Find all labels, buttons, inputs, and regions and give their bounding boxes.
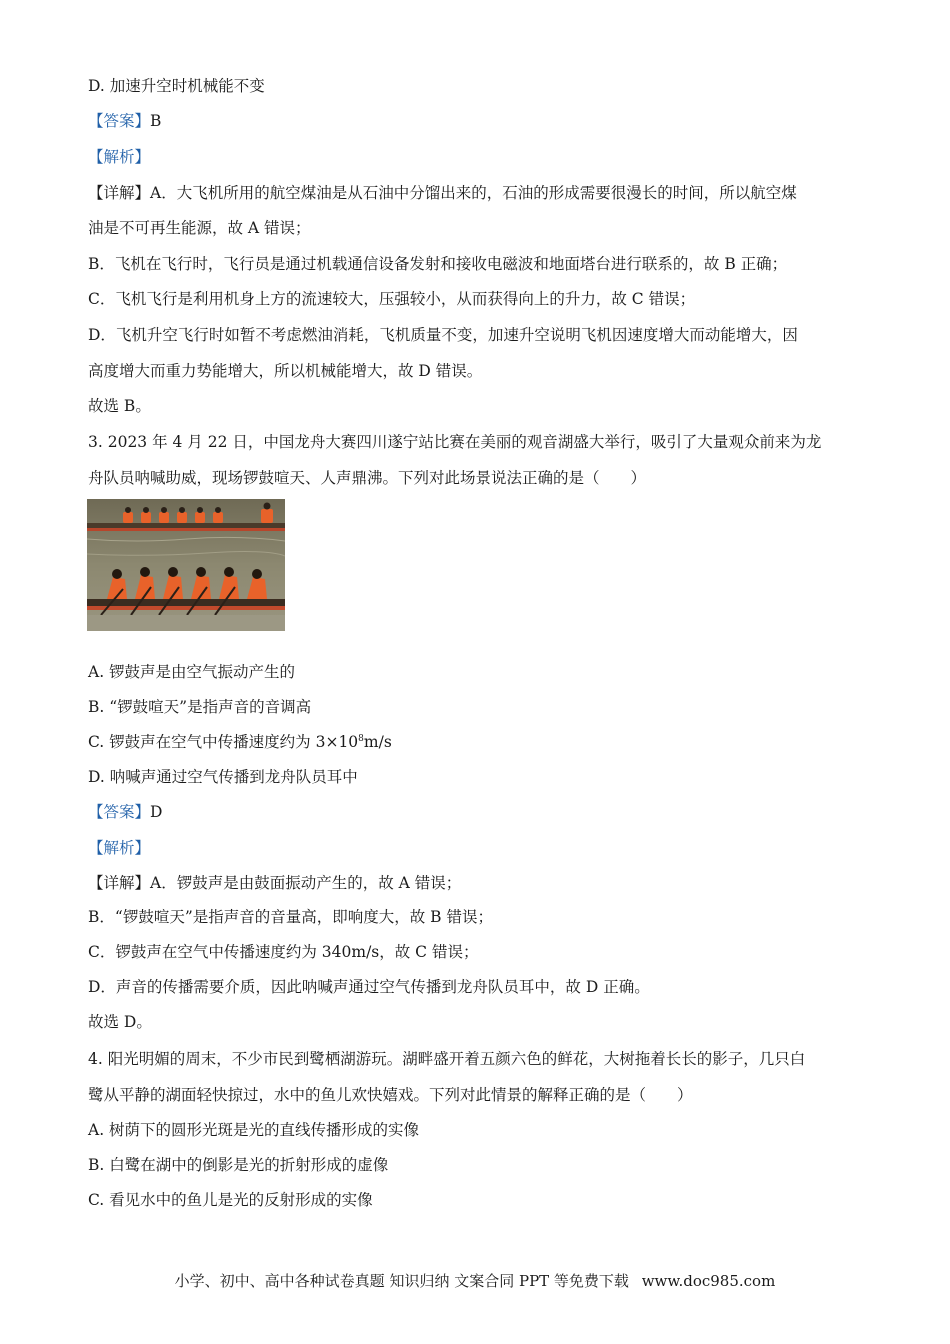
q2-conclusion: 故选 B。	[88, 397, 151, 415]
q3-option-b: B. “锣鼓喧天”是指声音的音调高	[88, 698, 312, 716]
q2-detail-d-2: 高度增大而重力势能增大，所以机械能增大，故 D 错误。	[88, 362, 483, 380]
q2-detail-d-1: D．飞机升空飞行时如暂不考虑燃油消耗，飞机质量不变，加速升空说明飞机因速度增大而动能增大，因	[88, 326, 798, 344]
q3-conclusion: 故选 D。	[88, 1013, 152, 1031]
footer-link[interactable]: www.doc985.com	[641, 1272, 776, 1290]
detail-label: 【详解】	[88, 874, 151, 892]
q4-stem-2: 鹭从平静的湖面轻快掠过，水中的鱼儿欢快嬉戏。下列对此情景的解释正确的是（ ）	[88, 1086, 693, 1104]
q2-option-d: D. 加速升空时机械能不变	[88, 77, 265, 95]
q3-analysis-label: 【解析】	[88, 839, 151, 857]
q3-detail-c: C．锣鼓声在空气中传播速度约为 340m/s，故 C 错误；	[88, 943, 479, 961]
q3-answer	[88, 802, 868, 822]
q4-option-c: C. 看见水中的鱼儿是光的反射形成的实像	[88, 1191, 373, 1209]
q3-option-d: D. 呐喊声通过空气传播到龙舟队员耳中	[88, 768, 358, 786]
page-footer	[0, 1271, 950, 1291]
q3-detail-a	[88, 873, 868, 893]
q4-stem-1: 4. 阳光明媚的周末，不少市民到鹭栖湖游玩。湖畔盛开着五颜六色的鲜花，大树拖着长长的影子，几只白	[88, 1050, 806, 1068]
footer-text: 小学、初中、高中各种试卷真题 知识归纳 文案合同 PPT 等免费下载	[174, 1272, 629, 1290]
q3-detail-d: D．声音的传播需要介质，因此呐喊声通过空气传播到龙舟队员耳中，故 D 正确。	[88, 978, 650, 996]
q2-detail-b: B．飞机在飞行时，飞行员是通过机载通信设备发射和接收电磁波和地面塔台进行联系的，故 B 正确；	[88, 255, 788, 273]
detail-label: 【详解】	[88, 184, 151, 202]
q3-option-a: A. 锣鼓声是由空气振动产生的	[88, 663, 296, 681]
q2-analysis-label: 【解析】	[88, 148, 151, 166]
option-c-exponent: 8	[358, 733, 364, 744]
answer-value: D	[150, 803, 163, 821]
dragon-boat-photo	[87, 499, 285, 631]
detail-text: A．大飞机所用的航空煤油是从石油中分馏出来的，石油的形成需要很漫长的时间，所以航空煤	[150, 184, 797, 202]
q4-option-a: A. 树荫下的圆形光斑是光的直线传播形成的实像	[88, 1121, 420, 1139]
q3-option-c	[88, 732, 868, 752]
answer-value: B	[150, 112, 162, 130]
option-c-text: C. 锣鼓声在空气中传播速度约为 3×10	[88, 733, 359, 751]
option-c-unit: m/s	[363, 733, 392, 751]
answer-label: 【答案】	[88, 803, 151, 821]
q4-option-b: B. 白鹭在湖中的倒影是光的折射形成的虚像	[88, 1156, 389, 1174]
q3-detail-b: B．“锣鼓喧天”是指声音的音量高，即响度大，故 B 错误；	[88, 908, 493, 926]
q3-stem-1: 3. 2023 年 4 月 22 日，中国龙舟大赛四川遂宁站比赛在美丽的观音湖盛大举行，吸引了大量观众前来为龙	[88, 433, 822, 451]
detail-text: A．锣鼓声是由鼓面振动产生的，故 A 错误；	[150, 874, 462, 892]
q3-stem-2: 舟队员呐喊助威，现场锣鼓喧天、人声鼎沸。下列对此场景说法正确的是（ ）	[88, 469, 647, 487]
q2-detail-a-2: 油是不可再生能源，故 A 错误；	[88, 219, 311, 237]
q2-detail-a-1	[88, 183, 868, 203]
answer-label: 【答案】	[88, 112, 151, 130]
q2-detail-c: C．飞机飞行是利用机身上方的流速较大，压强较小，从而获得向上的升力，故 C 错误；	[88, 290, 696, 308]
q2-answer	[88, 111, 868, 131]
